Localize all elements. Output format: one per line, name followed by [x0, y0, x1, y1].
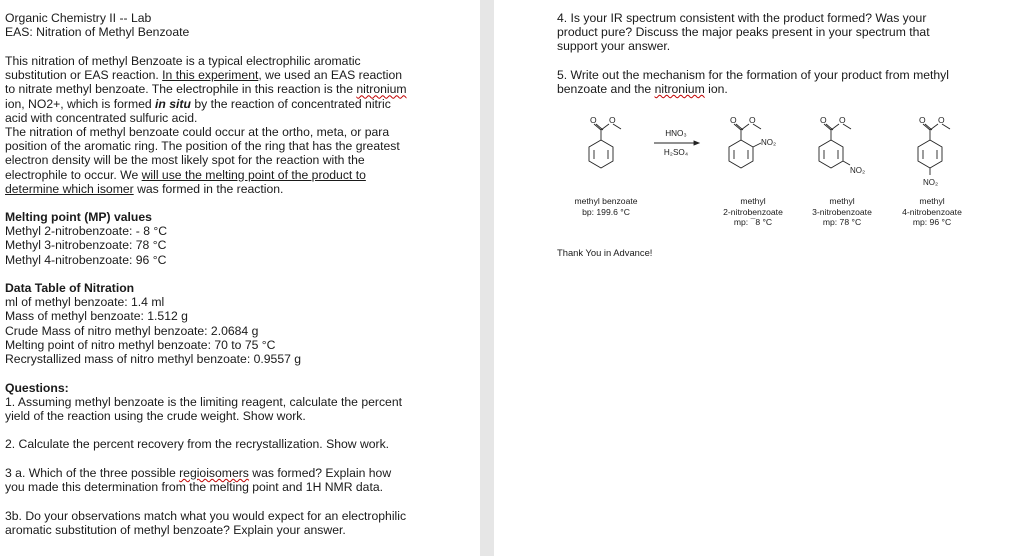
questions-section — [5, 381, 475, 424]
intro-underlined: In this experiment — [162, 68, 259, 83]
spellcheck-word: nitronium — [654, 82, 705, 97]
molecule-property: bp: 199.6 °C — [582, 206, 630, 217]
intro-text: substitution or EAS reaction. — [5, 68, 163, 83]
mp-item: Methyl 2-nitrobenzoate: - 8 °C — [5, 224, 168, 239]
nitro-label-ortho: NO₂ — [761, 138, 777, 147]
question-5 — [557, 68, 977, 96]
question-text: 5. Write out the mechanism for the formation of your product from methyl — [557, 68, 949, 82]
molecule-property: mp: 78 °C — [822, 217, 862, 227]
methyl-benzoate-structure — [589, 124, 621, 168]
document-title — [5, 11, 475, 39]
oxygen-label: O — [938, 115, 945, 125]
question-text: 3b. Do your observations match what you would expect for an electrophilic — [5, 509, 407, 523]
title-line-2: EAS: Nitration of Methyl Benzoate — [5, 25, 190, 40]
intro-text: to nitrate methyl benzoate. The electrophile in this reaction is the — [5, 82, 357, 97]
question-2 — [5, 437, 475, 451]
intro-text: ion, NO2+, which is formed — [5, 96, 156, 111]
question-4 — [557, 11, 977, 54]
molecule-property: mp: 96 °C — [912, 217, 952, 227]
oxygen-label: O — [919, 115, 926, 125]
intro-text: electron density will be the most likely spot for the reaction with the — [5, 153, 365, 168]
intro-text: The nitration of methyl benzoate could occur at the ortho, meta, or para — [5, 125, 390, 140]
page-gutter — [480, 0, 494, 556]
question-text: 3 a. Which of the three possible — [5, 466, 180, 480]
molecule-name: 4-nitrobenzoate — [902, 206, 962, 217]
para-product-structure — [918, 124, 950, 175]
molecule-name: methyl — [740, 196, 766, 206]
melting-point-section — [5, 210, 475, 267]
oxygen-label: O — [749, 115, 756, 125]
data-table-section — [5, 281, 475, 366]
molecule-name: 3-nitrobenzoate — [812, 206, 872, 217]
question-text: was formed? Explain how — [248, 466, 392, 480]
question-text: yield of the reaction using the crude weight. Show work. — [5, 409, 306, 424]
molecule-name: methyl — [919, 196, 945, 206]
mp-item: Methyl 4-nitrobenzoate: 96 °C — [5, 252, 167, 267]
data-item: Mass of methyl benzoate: 1.512 g — [5, 309, 188, 324]
arrow-head — [694, 141, 699, 145]
data-item: Melting point of nitro methyl benzoate: 70 to 75 °C — [5, 337, 276, 352]
reagent-hno3: HNO₃ — [665, 129, 687, 138]
section-heading: Melting point (MP) values — [5, 210, 152, 224]
molecule-caption — [703, 196, 803, 228]
intro-underlined: determine which isomer — [5, 181, 134, 196]
question-text: you made this determination from the melting point and 1H NMR data. — [5, 480, 384, 495]
intro-text: electrophile to occur. We — [5, 167, 142, 182]
question-text: aromatic substitution of methyl benzoate? Explain your answer. — [5, 523, 346, 538]
reaction-diagram — [556, 112, 996, 242]
oxygen-label: O — [590, 115, 597, 125]
section-heading: Questions: — [5, 381, 69, 395]
intro-text: by the reaction of concentrated nitric — [190, 96, 391, 111]
ortho-product-structure — [729, 124, 761, 168]
question-text: 2. Calculate the percent recovery from the recrystallization. Show work. — [5, 437, 390, 451]
intro-text: acid with concentrated sulfuric acid. — [5, 110, 198, 125]
mp-item: Methyl 3-nitrobenzoate: 78 °C — [5, 238, 167, 253]
molecule-name: methyl — [829, 196, 855, 206]
question-text: 1. Assuming methyl benzoate is the limiting reagent, calculate the percent — [5, 395, 402, 410]
molecule-name: methyl benzoate — [574, 196, 638, 206]
molecule-caption — [556, 196, 656, 217]
spellcheck-word: nitronium — [356, 82, 407, 97]
question-3a — [5, 466, 475, 494]
intro-text: , we used an EAS reaction — [258, 68, 403, 83]
oxygen-label: O — [820, 115, 827, 125]
question-text: 4. Is your IR spectrum consistent with the product formed? Was your — [557, 11, 927, 25]
data-item: Crude Mass of nitro methyl benzoate: 2.0684 g — [5, 323, 259, 338]
nitro-label-para: NO₂ — [923, 178, 939, 187]
intro-underlined: will use the melting point of the product to — [141, 167, 366, 182]
title-line-1: Organic Chemistry II -- Lab — [5, 11, 152, 25]
nitro-label-meta: NO₂ — [850, 166, 866, 175]
intro-italic: in situ — [155, 96, 191, 111]
oxygen-label: O — [730, 115, 737, 125]
reagent-h2so4: H₂SO₄ — [663, 148, 689, 157]
intro-text: was formed in the reaction. — [133, 181, 284, 196]
oxygen-label: O — [839, 115, 846, 125]
section-heading: Data Table of Nitration — [5, 281, 135, 295]
molecule-caption — [882, 196, 982, 228]
question-text: support your answer. — [557, 39, 671, 54]
molecule-property: mp: ¯8 °C — [733, 217, 773, 227]
intro-paragraph — [5, 54, 475, 196]
question-text: benzoate and the — [557, 82, 655, 97]
meta-product-structure — [819, 124, 851, 168]
oxygen-label: O — [609, 115, 616, 125]
molecule-name: 2-nitrobenzoate — [723, 206, 783, 217]
question-3b — [5, 509, 475, 537]
question-text: product pure? Discuss the major peaks present in your spectrum that — [557, 25, 930, 40]
closing-note: Thank You in Advance! — [557, 247, 653, 258]
molecule-caption — [792, 196, 892, 228]
data-item: Recrystallized mass of nitro methyl benzoate: 0.9557 g — [5, 352, 302, 367]
question-text: ion. — [704, 82, 728, 97]
intro-text: position of the aromatic ring. The position of the ring that has the greatest — [5, 139, 400, 154]
data-item: ml of methyl benzoate: 1.4 ml — [5, 295, 165, 310]
spellcheck-word: regioisomers — [179, 466, 249, 480]
intro-text: This nitration of methyl Benzoate is a typical electrophilic aromatic — [5, 54, 361, 68]
